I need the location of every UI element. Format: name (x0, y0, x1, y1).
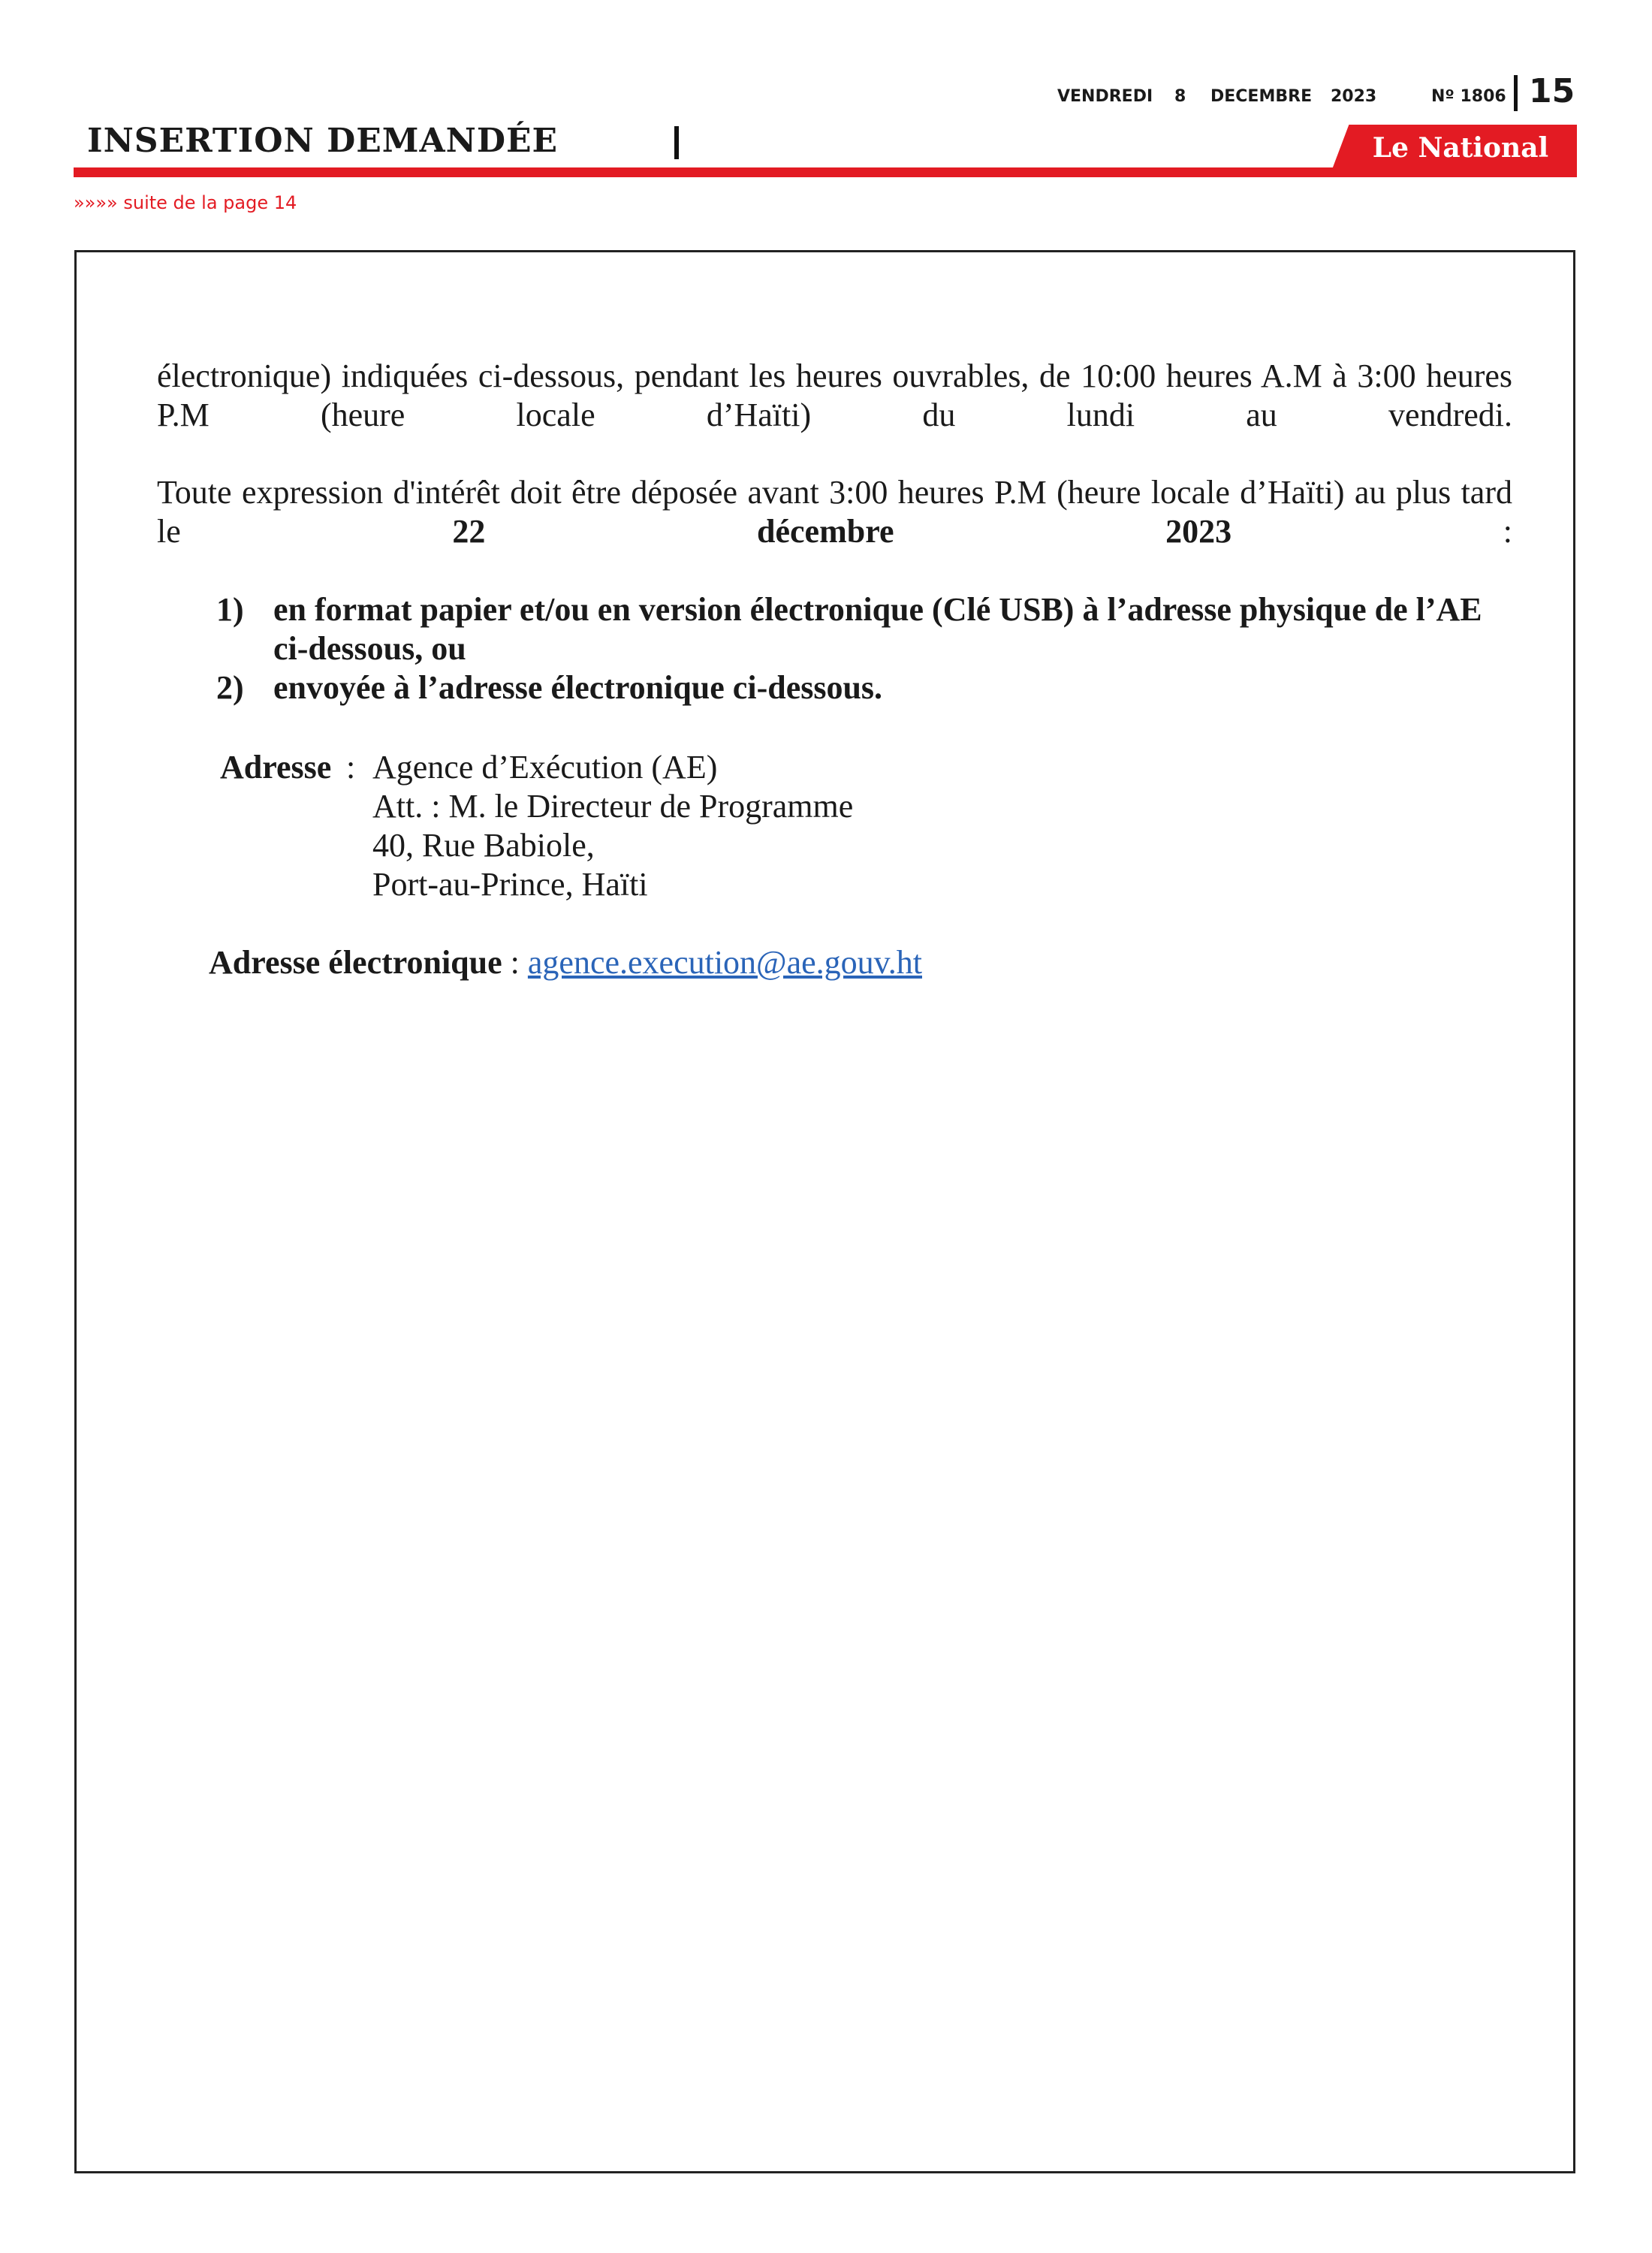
brand-name: Le National (1372, 132, 1549, 164)
page-number: 15 (1529, 72, 1575, 110)
address-line: 40, Rue Babiole, (372, 827, 595, 864)
deadline-date: 22 décembre 2023 (452, 513, 1232, 550)
address-colon: : (346, 749, 356, 786)
address-label: Adresse (220, 749, 332, 786)
address-line: Agence d’Exécution (AE) (372, 749, 718, 786)
list-item (216, 590, 1512, 668)
section-title: INSERTION DEMANDÉE (87, 122, 559, 160)
paragraph-deadline (157, 473, 1512, 590)
email-link[interactable]: agence.execution@ae.gouv.ht (527, 944, 922, 981)
address-line: Port-au-Prince, Haïti (372, 866, 648, 903)
dateline-month: DECEMBRE (1210, 87, 1313, 106)
header-divider (1514, 75, 1518, 111)
email-label: Adresse électronique (209, 944, 502, 981)
dateline (976, 84, 1506, 114)
email-row (209, 943, 922, 982)
dateline-day: VENDREDI (1057, 87, 1153, 106)
list-item-number: 1) (216, 591, 244, 628)
header-rule (74, 167, 1577, 177)
submission-list (216, 590, 1512, 707)
address-line: Att. : M. le Directeur de Programme (372, 788, 854, 825)
list-item (216, 668, 1512, 707)
issue-number: Nº 1806 (1431, 87, 1506, 106)
title-divider (674, 126, 679, 159)
list-item-text: envoyée à l’adresse électronique ci-dessous. (273, 669, 883, 706)
email-separator: : (502, 944, 528, 981)
address-lines (372, 748, 853, 904)
list-item-text: en format papier et/ou en version électronique (Clé USB) à l’adresse physique de l’AE ci-dessous, ou (273, 591, 1482, 667)
dateline-date: 8 (1174, 87, 1186, 106)
deadline-lead: Toute expression d'intérêt doit être déposée avant 3:00 heures P.M (heure locale d’Haïti) au plus tard le (157, 474, 1512, 550)
deadline-tail: : (1231, 513, 1512, 550)
continued-from: »»»» suite de la page 14 (74, 192, 297, 213)
paragraph-hours: électronique) indiquées ci-dessous, pendant les heures ouvrables, de 10:00 heures A.M à 3:00 heures P.M (heure locale d’Haïti) du lundi au vendredi. (157, 357, 1512, 433)
dateline-year: 2023 (1331, 87, 1377, 106)
list-item-number: 2) (216, 669, 244, 706)
